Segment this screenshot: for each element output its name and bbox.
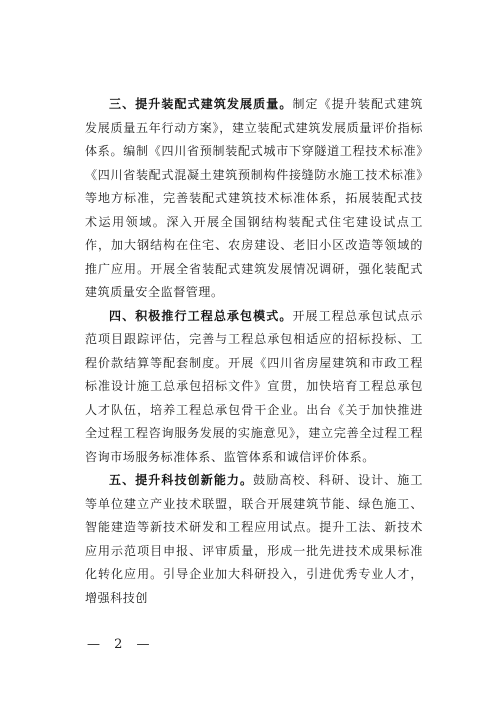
paragraph-heading: 四、积极推行工程总承包模式。	[109, 308, 293, 323]
paragraph-heading: 三、提升装配式建筑发展质量。	[109, 97, 293, 111]
paragraph-general-contracting	[85, 305, 423, 470]
paragraph-text: 鼓励高校、科研、设计、施工等单位建立产业技术联盟，联合开展建筑节能、绿色施工、智能建造等新技术研发和工程应用试点。提升工法、新技术应用示范项目申报、评审质量，形成一批先进技术成果标准化转化应用。引导企业加大科研投入，引进优秀专业人才，增强科技创	[85, 473, 423, 605]
paragraph-heading: 五、提升科技创新能力。	[109, 473, 254, 487]
paragraph-tech-innovation	[85, 469, 423, 610]
paragraph-text: 制定《提升装配式建筑发展质量五年行动方案》，建立装配式建筑发展质量评价指标体系。编制《四川省预制装配式城市下穿隧道工程技术标准》《四川省装配式混凝土建筑预制构件接缝防水施工技术标准》等地方标准，完善装配式建筑技术标准体系，拓展装配式技术运用领域。深入开展全国钢结构装配式住宅建设试点工作，加大钢结构在住宅、农房建设、老旧小区改造等领域的推广应用。开展全省装配式建筑发展情况调研，强化装配式建筑质量安全监督管理。	[85, 97, 423, 299]
document-body	[85, 93, 423, 610]
paragraph-prefab-building-quality	[85, 93, 423, 305]
page-number: — 2 —	[87, 637, 155, 652]
paragraph-text: 开展工程总承包试点示范项目跟踪评估，完善与工程总承包相适应的招标投标、工程价款结算等配套制度。开展《四川省房屋建筑和市政工程标准设计施工总承包招标文件》宣贯，加快培育工程总承包人才队伍，培养工程总承包骨干企业。出台《关于加快推进全过程工程咨询服务发展的实施意见》，建立完善全过程工程咨询市场服务标准体系、监管体系和诚信评价体系。	[85, 308, 423, 464]
